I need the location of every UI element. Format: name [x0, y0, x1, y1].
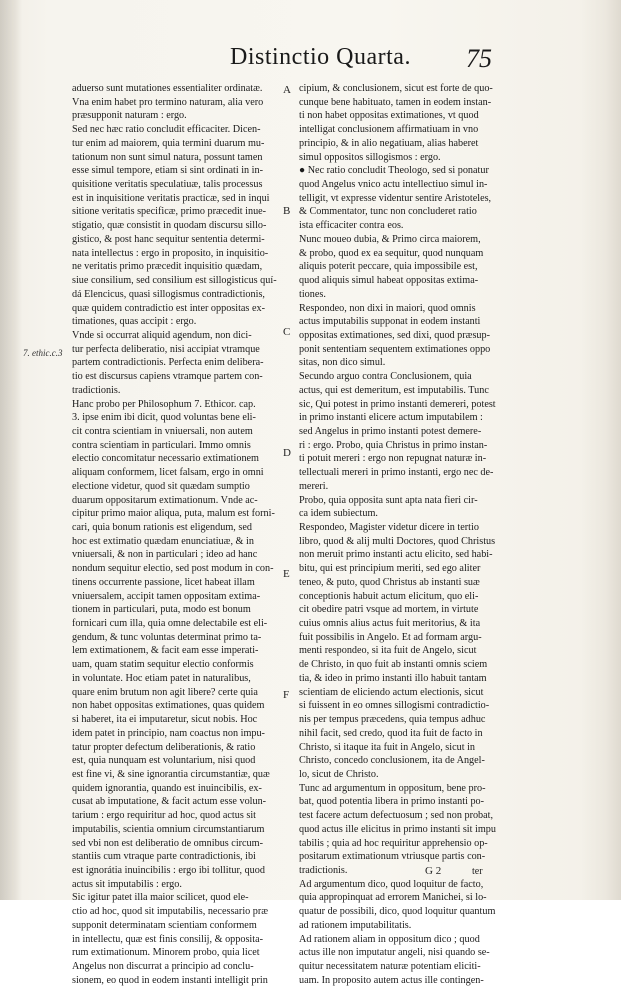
right-column-line: ti potuit mereri : ergo non repugnat naturæ in- — [299, 453, 487, 465]
left-column-line: tationum non sunt simul natura, possunt tamen — [72, 151, 263, 163]
right-column-line: quitur necessitatem naturæ potentiam eliciti- — [299, 961, 481, 972]
right-column-line: & Commentator, tunc non concluderet ratio — [299, 206, 477, 218]
left-column-line: siue consilium, sed consilium est sillogisticus quí- — [72, 275, 277, 287]
right-column-line: Probo, quia opposita sunt apta nata fieri cir- — [299, 494, 478, 506]
right-column-line: cipium, & conclusionem, sicut est forte de quo- — [299, 83, 493, 94]
left-column-line: est, quia nunquam est voluntarium, nisi quod — [72, 755, 256, 767]
right-column-line: tradictionis. — [299, 864, 348, 876]
right-column-line: tellectuali mereri in primo instanti, ergo nec de- — [299, 467, 494, 479]
left-column-line: nata intellectus : ergo in proposito, in inquisitio- — [72, 247, 269, 259]
left-column-line: aliquam conformem, licet falsam, ergo in omni — [72, 467, 264, 479]
right-column-line: & probo, quod ex ea sequitur, quod nunquam — [299, 247, 484, 259]
left-column-line: quidem ignorantia, quando est inuincibilis, ex- — [72, 782, 262, 794]
page-edge-shadow — [581, 0, 621, 900]
left-column-line: actus sit imputabilis : ergo. — [72, 878, 182, 890]
left-column-line: præsupponit naturam : ergo. — [72, 110, 187, 122]
left-column-line: sionem, eo quod in eodem instanti intelligit prin — [72, 974, 268, 986]
right-column-line: bat, quod potentia libera in primo instanti po- — [299, 796, 485, 808]
right-column-line: Ad argumentum dico, quod loquitur de facto, — [299, 878, 484, 890]
left-column-line: duarum oppositarum extimationum. Vnde ac- — [72, 494, 258, 506]
left-column-line: lem extimationem, & facit eam esse imperati- — [72, 645, 259, 657]
right-column-line: in primo instanti elicere actum imputabilem : — [299, 412, 483, 424]
right-column-line: Ad rationem aliam in oppositum dico ; quod — [299, 933, 480, 945]
left-column-line: vniuersalem, accipit tamen oppositam extima- — [72, 590, 261, 602]
left-column-line: sed vbi non est deliberatio de omnibus circum- — [72, 837, 263, 849]
left-column-line: tionem in particulari, puta, modo est bonum — [72, 604, 251, 616]
left-column-line: tur perfecta deliberatio, nisi accipiat vtramque — [72, 343, 260, 355]
left-column-line: Vna enim habet pro termino naturam, alia vero — [72, 96, 264, 108]
left-column-line: est ignorátia inuincibilis : ergo ibi tollitur, quod — [72, 864, 265, 876]
page-number: 75 — [466, 44, 492, 73]
left-column-line: tradictionis. — [72, 384, 121, 396]
left-column-line: supponit determinatam scientiam conformem — [72, 919, 257, 931]
right-column-line: bitu, qui est principium meriti, sed ego aliter — [299, 563, 481, 575]
right-column-line: actus imputabilis supponat in eodem instanti — [299, 316, 481, 328]
left-column-line: rum extimationum. Minorem probo, quia licet — [72, 947, 260, 959]
left-column-line: est fine vi, & sine ignorantia circumstantiæ, quæ — [72, 768, 270, 780]
left-column-line: electione videtur, quod sit quædam sumptio — [72, 480, 250, 492]
right-column-line: aliquis poterit peccare, quia impossibile est, — [299, 261, 478, 273]
right-column-line: ti non habet oppositas extimationes, vt quod — [299, 110, 479, 122]
right-column-line: tabilis ; quia ad hoc requiritur apprehensio op- — [299, 837, 488, 849]
right-column-line: conceptionis habuit actum elicitum, quo eli- — [299, 590, 479, 602]
left-column-line: tio est discursus capiens vtramque partem con- — [72, 371, 263, 383]
left-column-line: fornicari cum illa, quia omne delectabile est eli- — [72, 618, 268, 630]
left-column-line: cusat ab imputatione, & facit actum esse volun- — [72, 796, 267, 808]
right-column-line: oppositas extimationes, sed dixi, quod præsup- — [299, 329, 491, 341]
left-column-line: Sic igitur patet illa maior scilicet, quod ele- — [72, 892, 249, 904]
left-column-line: est in inquisitione veritatis practicæ, sed in inqui — [72, 192, 270, 204]
right-column-line: nihil facit, sed credo, quod ita fuit de facto in — [299, 727, 483, 739]
right-column-line: quia appropinquat ad errorem Manichei, si lo- — [299, 892, 487, 904]
right-column-line: sed Angelus in primo instanti potest demere- — [299, 425, 482, 437]
left-column-line: ctio ad hoc, quod sit imputabilis, necessario præ — [72, 906, 269, 918]
right-column-line: ad rationem imputabilitatis. — [299, 919, 412, 931]
right-column-line: simul oppositos sillogismos : ergo. — [299, 151, 441, 163]
left-column-line: stigatio, quæ consistit in quodam discursu sillo- — [72, 220, 267, 232]
right-column-line: cit obedire patri vsque ad mortem, in virtute — [299, 604, 479, 616]
right-column-line: quod actus ille elicitus in primo instanti sit impu — [299, 823, 496, 835]
right-column-line: actus, qui est demeritum, est imputabilis. Tunc — [299, 384, 489, 396]
left-column-line: tatur propter defectum deliberationis, & ratio — [72, 741, 256, 753]
signature-mark: G 2 — [425, 865, 442, 877]
left-column-line: hoc est extimatio quædam enunciatiuæ, & in — [72, 535, 254, 547]
left-column-line: contra scientiam in particulari. Immo omnis — [72, 439, 251, 451]
right-column-line: tia, & ideo in primo instanti illo habuit tantam — [299, 672, 487, 684]
right-column-line: Secundo arguo contra Conclusionem, quia — [299, 371, 472, 383]
left-column-line: Vnde si occurrat aliquid agendum, non dici- — [72, 329, 252, 341]
left-column-line: dá Elencicus, quasi sillogismus contradictionis, — [72, 288, 265, 300]
right-column-line: Nunc moueo dubia, & Primo circa maiorem, — [299, 233, 481, 245]
right-column-line: non meruit primo instanti actu elicito, sed habi- — [299, 549, 493, 561]
left-column-line: electio concomitatur necessario extimationem — [72, 453, 259, 465]
left-column-line: uam, quam statim sequitur electio conformis — [72, 659, 254, 671]
right-column-line: ista efficaciter contra eos. — [299, 220, 404, 232]
left-column-line: cari, quia bonum rationis est eligendum, sed — [72, 522, 252, 533]
right-column-line: ca idem subiectum. — [299, 508, 378, 520]
left-column-line: Hanc probo per Philosophum 7. Ethicor. cap. — [72, 398, 256, 410]
left-column-line: vniuersali, & non in particulari ; ideo ad hanc — [72, 549, 258, 561]
left-column-line: gistico, & post hanc sequitur sententia determi- — [72, 233, 265, 245]
right-column-line: sic, Qui potest in primo instanti demereri, potest — [299, 398, 496, 410]
left-column-line: tur enim ad maiorem, quia termini duarum mu- — [72, 137, 265, 149]
section-letter-a: A — [283, 84, 291, 96]
right-column-line: ri : ergo. Probo, quia Christus in primo instan- — [299, 439, 488, 451]
left-column-line: tinens occurrente passione, licet habeat illam — [72, 576, 255, 588]
right-column-line: test facere actum defectuosum ; sed non probat, — [299, 810, 494, 822]
right-column-line: ● Nec ratio concludit Theologo, sed si ponatur — [299, 165, 489, 177]
left-column-line: partem contradictionis. Perfecta enim delibera- — [72, 357, 264, 369]
right-column-line: Christo, concedo conclusionem, ita de Angel- — [299, 755, 485, 767]
right-column-line: telligit, vt expresse videntur sentire Aristoteles, — [299, 192, 492, 204]
left-column-line: esse simul tempore, etiam si sint ordinati in in- — [72, 165, 263, 177]
right-column-line: principio, & in alio negatiuam, alias haberet — [299, 137, 479, 149]
right-column-line: tiones. — [299, 288, 326, 300]
left-column-line: tarium : ergo requiritur ad hoc, quod actus sit — [72, 810, 256, 822]
right-column-line: de Christo, in quo fuit ab instanti omnis sciem — [299, 659, 488, 671]
left-column-line: quæ quidem contradictio est inter oppositas ex- — [72, 302, 265, 314]
left-column-line: in intellectu, quæ est finis consilij, & opposita- — [72, 933, 263, 945]
right-column-line: ponit sententiam sequentem extimationes oppo — [299, 343, 491, 355]
left-column-line: aduerso sunt mutationes essentialiter ordinatæ. — [72, 83, 263, 94]
right-column-line: mereri. — [299, 480, 329, 492]
right-column-line: libro, quod & alij multi Doctores, quod Christus — [299, 535, 496, 547]
right-column-line: teneo, & puto, quod Christus ab instanti suæ — [299, 576, 480, 588]
right-column-line: fuit possibilis in Angelo. Et ad formam argu- — [299, 631, 482, 643]
right-column-line: sitas, non dico simul. — [299, 357, 386, 369]
right-column-line: nis per tempus præcedens, quia tempus adhuc — [299, 714, 486, 726]
left-text-column — [72, 82, 278, 986]
left-column-line: cipitur primo maior aliqua, puta, malum est forni- — [72, 508, 275, 520]
right-column-line: cunque bene habituato, tamen in eodem instan- — [299, 96, 492, 108]
section-letter-d: D — [283, 447, 291, 459]
left-column-line: ne veritatis primo præcedit inquisitio quædam, — [72, 261, 263, 273]
right-column-line: intelligat conclusionem affirmatiuam in vno — [299, 124, 479, 136]
section-letter-f: F — [283, 689, 290, 701]
left-column-line: in voluntate. Hoc etiam patet in naturalibus, — [72, 672, 251, 684]
left-column-line: nondum sequitur electio, sed post modum in con- — [72, 563, 274, 575]
right-column-line: quatur de possibili, dico, quod loquitur quantum — [299, 906, 496, 918]
catchword: ter — [472, 866, 483, 877]
section-letter-b: B — [283, 205, 291, 217]
left-column-line: stantiis cum vtraque parte contradictionis, ibi — [72, 851, 256, 863]
right-column-line: Respondeo, Magister videtur dicere in tertio — [299, 522, 479, 533]
left-column-line: 3. ipse enim ibi dicit, quod voluntas bene eli- — [72, 412, 256, 424]
left-column-line: sitione veritatis specificæ, primo præcedit inue- — [72, 206, 267, 218]
left-column-line: timationes, quas accipit : ergo. — [72, 316, 197, 328]
left-column-line: imputabilis, scientia omnium circumstantiarum — [72, 823, 265, 835]
running-head-title: Distinctio Quarta. — [230, 44, 411, 70]
margin-note: 7. ethic.c.3 — [23, 348, 63, 358]
right-column-line: Respondeo, non dixi in maiori, quod omnis — [299, 302, 476, 314]
right-column-line: lo, sicut de Christo. — [299, 768, 379, 780]
left-column-line: Sed nec hæc ratio concludit efficaciter. Dicen- — [72, 124, 261, 136]
left-column-line: idem patet in principio, nam coactus non impu- — [72, 727, 265, 739]
right-column-line: actus ille non imputatur angeli, nisi quando se- — [299, 947, 490, 959]
section-letter-c: C — [283, 326, 291, 338]
right-column-line: positarum extimationum vtriusque partis con- — [299, 851, 486, 863]
right-column-line: Tunc ad argumentum in oppositum, bene pro- — [299, 782, 486, 794]
left-column-line: cit contra scientiam in vniuersali, non autem — [72, 425, 253, 437]
right-column-line: si fuissent in eo omnes sillogismi contradictio- — [299, 700, 490, 712]
right-column-line: uam. In proposito autem actus ille contingen- — [299, 974, 484, 986]
right-column-line: scientiam de eliciendo actum electionis, sicut — [299, 686, 484, 698]
page-gutter-shadow — [0, 0, 22, 900]
left-column-line: Angelus non discurrat a principio ad conclu- — [72, 961, 254, 972]
right-column-line: cuius omnis alius actus fuit meritorius, & ita — [299, 618, 481, 630]
section-letter-e: E — [283, 568, 290, 580]
right-column-line: Christo, si itaque ita fuit in Angelo, sicut in — [299, 741, 476, 753]
right-column-line: quod Angelus vnico actu intellectiuo simul in- — [299, 179, 488, 191]
left-column-line: si haberet, ita ei imputaretur, sicut nobis. Hoc — [72, 714, 258, 726]
left-column-line: quisitione veritatis speculatiuæ, talis processus — [72, 179, 263, 191]
left-column-line: non habet oppositas extimationes, quas quidem — [72, 700, 265, 712]
left-column-line: gendum, & tunc voluntas determinat primo ta- — [72, 631, 262, 643]
right-column-line: menti respondeo, si ita fuit de Angelo, sicut — [299, 645, 477, 657]
right-column-line: quod aliquis simul habeat oppositas extima- — [299, 275, 479, 287]
left-column-line: quare enim brutum non agit libere? certe quia — [72, 686, 258, 698]
